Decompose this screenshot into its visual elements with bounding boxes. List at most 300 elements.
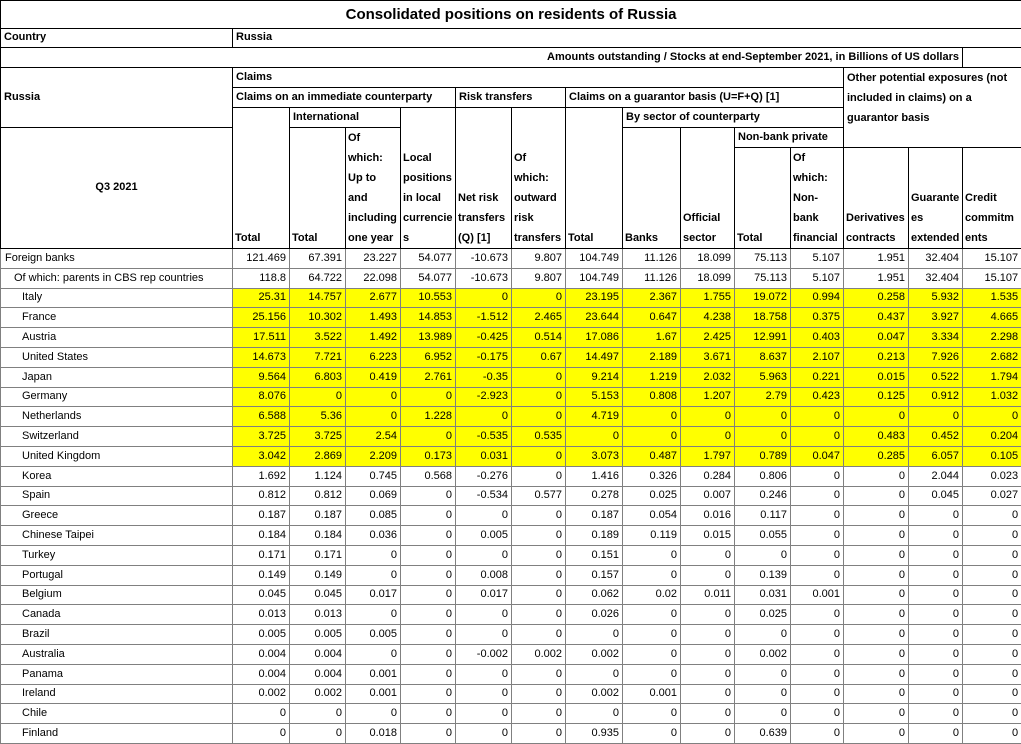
data-cell: 10.553: [401, 288, 456, 308]
data-cell: 1.951: [844, 268, 909, 288]
row-label-cell: Switzerland: [1, 427, 233, 447]
data-cell: 0.015: [844, 367, 909, 387]
data-cell: 0: [791, 565, 844, 585]
data-cell: 0.806: [735, 466, 791, 486]
data-cell: 0.031: [456, 446, 512, 466]
data-cell: 0.994: [791, 288, 844, 308]
data-cell: 0: [909, 704, 963, 724]
data-cell: 0: [963, 704, 1021, 724]
data-cell: 3.927: [909, 308, 963, 328]
data-cell: 0: [623, 565, 681, 585]
data-cell: 0: [512, 466, 566, 486]
data-cell: 0: [290, 704, 346, 724]
data-cell: 0: [623, 545, 681, 565]
table-row: [1, 506, 1021, 526]
data-cell: 0: [844, 724, 909, 744]
data-cell: 0: [791, 526, 844, 546]
data-cell: 2.044: [909, 466, 963, 486]
row-label-cell: Netherlands: [1, 407, 233, 427]
data-cell: 19.072: [735, 288, 791, 308]
data-cell: 3.073: [566, 446, 623, 466]
data-cell: 0.047: [844, 328, 909, 348]
data-cell: 75.113: [735, 249, 791, 269]
data-cell: 0.031: [735, 585, 791, 605]
data-cell: 0: [844, 565, 909, 585]
data-cell: 0.403: [791, 328, 844, 348]
data-cell: 0: [963, 506, 1021, 526]
data-cell: 0: [456, 664, 512, 684]
data-cell: 0.808: [623, 387, 681, 407]
data-cell: 0: [791, 486, 844, 506]
col-derivatives-contracts: Derivatives contracts: [844, 148, 909, 249]
data-cell: 0.045: [909, 486, 963, 506]
data-cell: 1.794: [963, 367, 1021, 387]
col-total-international: Total: [290, 128, 346, 249]
data-cell: 0.285: [844, 446, 909, 466]
data-cell: 0.002: [233, 684, 290, 704]
col-net-risk-transfers: Net risk transfers (Q) [1]: [456, 108, 512, 249]
col-total-guarantor: Total: [566, 108, 623, 249]
data-cell: 0: [791, 664, 844, 684]
data-cell: -0.175: [456, 347, 512, 367]
data-cell: 0: [512, 625, 566, 645]
col-outward-risk-transfers: Of which: outward risk transfers: [512, 108, 566, 249]
data-cell: 0: [681, 625, 735, 645]
data-cell: 0.047: [791, 446, 844, 466]
table-row: [1, 446, 1021, 466]
data-cell: 0: [681, 545, 735, 565]
table-row: [1, 288, 1021, 308]
data-cell: 0.139: [735, 565, 791, 585]
data-cell: 9.214: [566, 367, 623, 387]
data-cell: 0: [909, 664, 963, 684]
data-cell: 0: [566, 427, 623, 447]
data-cell: 0: [512, 367, 566, 387]
data-cell: 0: [346, 387, 401, 407]
data-cell: 0: [963, 684, 1021, 704]
data-cell: 0.221: [791, 367, 844, 387]
table-row: [1, 407, 1021, 427]
data-cell: 0: [735, 545, 791, 565]
data-cell: 0.025: [623, 486, 681, 506]
data-cell: 0: [735, 684, 791, 704]
data-cell: 0.647: [623, 308, 681, 328]
row-label-cell: Chile: [1, 704, 233, 724]
data-cell: 9.807: [512, 268, 566, 288]
data-cell: 0.045: [290, 585, 346, 605]
data-cell: 0: [909, 644, 963, 664]
by-sector-header: By sector of counterparty: [623, 108, 844, 128]
data-cell: 0.375: [791, 308, 844, 328]
table-row: [1, 664, 1021, 684]
data-cell: 0: [401, 486, 456, 506]
data-cell: 0.085: [346, 506, 401, 526]
data-cell: 0: [290, 724, 346, 744]
data-cell: 3.334: [909, 328, 963, 348]
data-cell: 0.149: [290, 565, 346, 585]
data-cell: 0: [346, 545, 401, 565]
data-cell: 0.018: [346, 724, 401, 744]
data-cell: 0.02: [623, 585, 681, 605]
data-cell: 3.671: [681, 347, 735, 367]
row-label-cell: Ireland: [1, 684, 233, 704]
data-cell: 0.187: [566, 506, 623, 526]
data-cell: 1.124: [290, 466, 346, 486]
data-cell: 0: [233, 704, 290, 724]
row-header-country: Russia: [1, 68, 233, 128]
col-guarantees-extended: Guarantees extended: [909, 148, 963, 249]
data-cell: 0: [791, 625, 844, 645]
table-row: [1, 466, 1021, 486]
data-cell: 0: [735, 625, 791, 645]
data-cell: 14.673: [233, 347, 290, 367]
data-cell: 1.219: [623, 367, 681, 387]
data-cell: 0: [512, 407, 566, 427]
data-cell: 0.812: [233, 486, 290, 506]
data-cell: 0: [456, 704, 512, 724]
data-cell: 0: [844, 407, 909, 427]
data-cell: 1.493: [346, 308, 401, 328]
data-cell: 0: [512, 506, 566, 526]
data-cell: -0.002: [456, 644, 512, 664]
data-cell: 0.912: [909, 387, 963, 407]
data-cell: 0: [909, 625, 963, 645]
data-cell: 0: [681, 644, 735, 664]
data-cell: 8.637: [735, 347, 791, 367]
data-cell: 2.761: [401, 367, 456, 387]
data-cell: 0.423: [791, 387, 844, 407]
data-cell: 0.812: [290, 486, 346, 506]
data-cell: 14.497: [566, 347, 623, 367]
data-cell: 121.469: [233, 249, 290, 269]
data-cell: 0: [963, 545, 1021, 565]
data-cell: 0: [909, 684, 963, 704]
table-row: [1, 644, 1021, 664]
country-value-cell: Russia: [233, 29, 1021, 48]
data-cell: 0: [512, 387, 566, 407]
data-cell: 0.002: [566, 684, 623, 704]
row-label-cell: Austria: [1, 328, 233, 348]
data-cell: 0.007: [681, 486, 735, 506]
data-cell: 0.67: [512, 347, 566, 367]
data-cell: 104.749: [566, 249, 623, 269]
data-cell: 0: [735, 407, 791, 427]
data-cell: 2.209: [346, 446, 401, 466]
data-cell: 0: [963, 526, 1021, 546]
data-cell: 0: [909, 526, 963, 546]
data-cell: 10.302: [290, 308, 346, 328]
data-cell: 0.002: [290, 684, 346, 704]
data-cell: 0: [233, 724, 290, 744]
data-cell: 104.749: [566, 268, 623, 288]
data-cell: 11.126: [623, 249, 681, 269]
data-cell: 75.113: [735, 268, 791, 288]
data-cell: 23.195: [566, 288, 623, 308]
data-cell: 54.077: [401, 268, 456, 288]
data-cell: 0: [401, 625, 456, 645]
data-cell: 0: [963, 605, 1021, 625]
non-bank-private-header: Non-bank private: [735, 128, 844, 148]
data-cell: 0: [791, 605, 844, 625]
data-cell: 0.015: [681, 526, 735, 546]
data-cell: 6.057: [909, 446, 963, 466]
data-cell: 0: [963, 724, 1021, 744]
data-cell: 0.204: [963, 427, 1021, 447]
row-label-cell: Chinese Taipei: [1, 526, 233, 546]
table-row: [1, 684, 1021, 704]
data-cell: 0.284: [681, 466, 735, 486]
data-cell: 9.807: [512, 249, 566, 269]
data-cell: 0: [401, 526, 456, 546]
data-cell: 2.425: [681, 328, 735, 348]
row-label-cell: Spain: [1, 486, 233, 506]
data-cell: 0: [791, 684, 844, 704]
data-cell: 2.107: [791, 347, 844, 367]
row-label-cell: Panama: [1, 664, 233, 684]
data-cell: 0: [512, 565, 566, 585]
data-cell: 0.105: [963, 446, 1021, 466]
data-cell: 18.099: [681, 268, 735, 288]
data-cell: 0.017: [456, 585, 512, 605]
data-cell: 0.117: [735, 506, 791, 526]
col-total-non-bank-private: Total: [735, 148, 791, 249]
data-cell: 0: [456, 407, 512, 427]
data-cell: 0: [512, 724, 566, 744]
data-cell: 5.963: [735, 367, 791, 387]
data-cell: 0: [401, 684, 456, 704]
data-cell: 0.119: [623, 526, 681, 546]
data-cell: 3.725: [290, 427, 346, 447]
data-cell: 13.989: [401, 328, 456, 348]
data-cell: 2.465: [512, 308, 566, 328]
row-label-cell: Finland: [1, 724, 233, 744]
row-label-cell: Greece: [1, 506, 233, 526]
other-exposures-header: Other potential exposures (not included in claims) on a guarantor basis: [844, 68, 1021, 148]
data-cell: 0: [844, 644, 909, 664]
col-total-immediate: Total: [233, 108, 290, 249]
data-cell: 0.001: [346, 684, 401, 704]
data-cell: 0.258: [844, 288, 909, 308]
table-row: [1, 427, 1021, 447]
row-label-cell: United Kingdom: [1, 446, 233, 466]
data-cell: 17.086: [566, 328, 623, 348]
data-cell: 0: [791, 704, 844, 724]
data-cell: 0: [735, 704, 791, 724]
table-row: [1, 249, 1021, 269]
data-cell: 0.026: [566, 605, 623, 625]
table-row: [1, 625, 1021, 645]
data-cell: 1.228: [401, 407, 456, 427]
data-cell: 0.522: [909, 367, 963, 387]
units-note-spacer-cell: [963, 48, 1021, 68]
data-cell: 0: [623, 664, 681, 684]
data-cell: 0.213: [844, 347, 909, 367]
data-cell: 0.483: [844, 427, 909, 447]
data-cell: 0: [401, 605, 456, 625]
data-cell: 0: [963, 625, 1021, 645]
data-cell: 0.419: [346, 367, 401, 387]
data-cell: 0: [512, 526, 566, 546]
table-row: [1, 526, 1021, 546]
data-cell: -10.673: [456, 268, 512, 288]
table-row: [1, 347, 1021, 367]
data-cell: 54.077: [401, 249, 456, 269]
data-cell: 0: [844, 704, 909, 724]
data-cell: 22.098: [346, 268, 401, 288]
data-cell: 6.223: [346, 347, 401, 367]
data-cell: -0.425: [456, 328, 512, 348]
data-cell: 18.758: [735, 308, 791, 328]
units-note-cell: Amounts outstanding / Stocks at end-September 2021, in Billions of US dollars: [1, 48, 963, 68]
data-cell: 0: [844, 625, 909, 645]
data-cell: 0: [844, 585, 909, 605]
data-cell: 0.008: [456, 565, 512, 585]
data-cell: 6.952: [401, 347, 456, 367]
data-cell: 0.935: [566, 724, 623, 744]
row-label-cell: United States: [1, 347, 233, 367]
data-cell: 0: [512, 545, 566, 565]
row-label-cell: France: [1, 308, 233, 328]
data-cell: 0.025: [735, 605, 791, 625]
data-cell: 0: [346, 565, 401, 585]
data-cell: 0.246: [735, 486, 791, 506]
data-cell: 0: [844, 506, 909, 526]
data-cell: 2.54: [346, 427, 401, 447]
data-cell: 14.853: [401, 308, 456, 328]
data-cell: 0.535: [512, 427, 566, 447]
data-cell: 1.951: [844, 249, 909, 269]
data-cell: 2.869: [290, 446, 346, 466]
data-cell: 0.023: [963, 466, 1021, 486]
data-cell: 0.568: [401, 466, 456, 486]
data-cell: 0: [909, 565, 963, 585]
row-label-cell: Of which: parents in CBS rep countries: [1, 268, 233, 288]
data-cell: 0: [456, 288, 512, 308]
data-cell: 0: [401, 585, 456, 605]
data-cell: 0: [791, 644, 844, 664]
data-cell: 0.027: [963, 486, 1021, 506]
data-cell: 0: [623, 644, 681, 664]
data-cell: 0: [512, 664, 566, 684]
data-cell: 0.005: [290, 625, 346, 645]
data-cell: 0: [566, 704, 623, 724]
data-cell: 0: [844, 486, 909, 506]
data-cell: 0.001: [791, 585, 844, 605]
data-cell: 25.156: [233, 308, 290, 328]
risk-transfers-header: Risk transfers: [456, 88, 566, 108]
data-cell: 23.644: [566, 308, 623, 328]
data-cell: 0: [401, 565, 456, 585]
data-cell: 0: [963, 664, 1021, 684]
table-row: [1, 268, 1021, 288]
data-cell: 0: [791, 466, 844, 486]
col-credit-commitments: Credit commitments: [963, 148, 1021, 249]
data-cell: 0: [844, 526, 909, 546]
data-cell: 2.298: [963, 328, 1021, 348]
immediate-counterparty-header: Claims on an immediate counterparty: [233, 88, 456, 108]
data-cell: 0: [681, 605, 735, 625]
data-cell: 0.639: [735, 724, 791, 744]
data-cell: 0.004: [290, 644, 346, 664]
data-cell: 0.278: [566, 486, 623, 506]
data-cell: 0.004: [233, 644, 290, 664]
data-cell: 0: [681, 704, 735, 724]
data-cell: 32.404: [909, 249, 963, 269]
data-cell: 0: [401, 644, 456, 664]
data-cell: 11.126: [623, 268, 681, 288]
data-cell: 0: [401, 724, 456, 744]
data-cell: 0: [401, 664, 456, 684]
row-label-cell: Australia: [1, 644, 233, 664]
data-cell: 0: [456, 625, 512, 645]
data-cell: 0: [401, 387, 456, 407]
data-cell: 0: [346, 644, 401, 664]
data-cell: 14.757: [290, 288, 346, 308]
data-cell: 23.227: [346, 249, 401, 269]
data-cell: 0: [401, 704, 456, 724]
row-label-cell: Brazil: [1, 625, 233, 645]
table-row: [1, 387, 1021, 407]
data-cell: 5.36: [290, 407, 346, 427]
data-cell: 7.926: [909, 347, 963, 367]
claims-header: Claims: [233, 68, 844, 88]
data-cell: 0: [681, 664, 735, 684]
table-row: [1, 565, 1021, 585]
data-cell: 0: [623, 427, 681, 447]
data-cell: -10.673: [456, 249, 512, 269]
data-cell: 0: [909, 605, 963, 625]
data-cell: 12.991: [735, 328, 791, 348]
col-non-bank-financial: Of which: Non-bank financial: [791, 148, 844, 249]
data-cell: -0.535: [456, 427, 512, 447]
data-cell: 0.514: [512, 328, 566, 348]
data-cell: 0.069: [346, 486, 401, 506]
data-cell: 0: [681, 724, 735, 744]
data-cell: 7.721: [290, 347, 346, 367]
data-cell: 67.391: [290, 249, 346, 269]
data-cell: 0.789: [735, 446, 791, 466]
data-cell: 0.437: [844, 308, 909, 328]
data-cell: 0: [735, 664, 791, 684]
row-label-cell: Portugal: [1, 565, 233, 585]
data-cell: 3.725: [233, 427, 290, 447]
data-cell: 0: [456, 506, 512, 526]
data-cell: 1.797: [681, 446, 735, 466]
data-cell: 0: [909, 724, 963, 744]
data-cell: 0.745: [346, 466, 401, 486]
data-cell: 118.8: [233, 268, 290, 288]
data-cell: 2.189: [623, 347, 681, 367]
data-cell: 0.054: [623, 506, 681, 526]
data-cell: 0: [401, 506, 456, 526]
data-cell: 0.157: [566, 565, 623, 585]
data-cell: 0: [963, 565, 1021, 585]
data-cell: 0.187: [290, 506, 346, 526]
data-cell: 2.682: [963, 347, 1021, 367]
data-cell: 0: [512, 684, 566, 704]
period-cell: Q3 2021: [1, 128, 233, 249]
data-cell: 0: [456, 684, 512, 704]
data-cell: 3.042: [233, 446, 290, 466]
data-cell: 0.004: [290, 664, 346, 684]
data-cell: 4.238: [681, 308, 735, 328]
data-cell: -1.512: [456, 308, 512, 328]
data-cell: 25.31: [233, 288, 290, 308]
table-row: [1, 704, 1021, 724]
data-cell: 0: [791, 545, 844, 565]
data-cell: -2.923: [456, 387, 512, 407]
data-cell: 0: [844, 684, 909, 704]
